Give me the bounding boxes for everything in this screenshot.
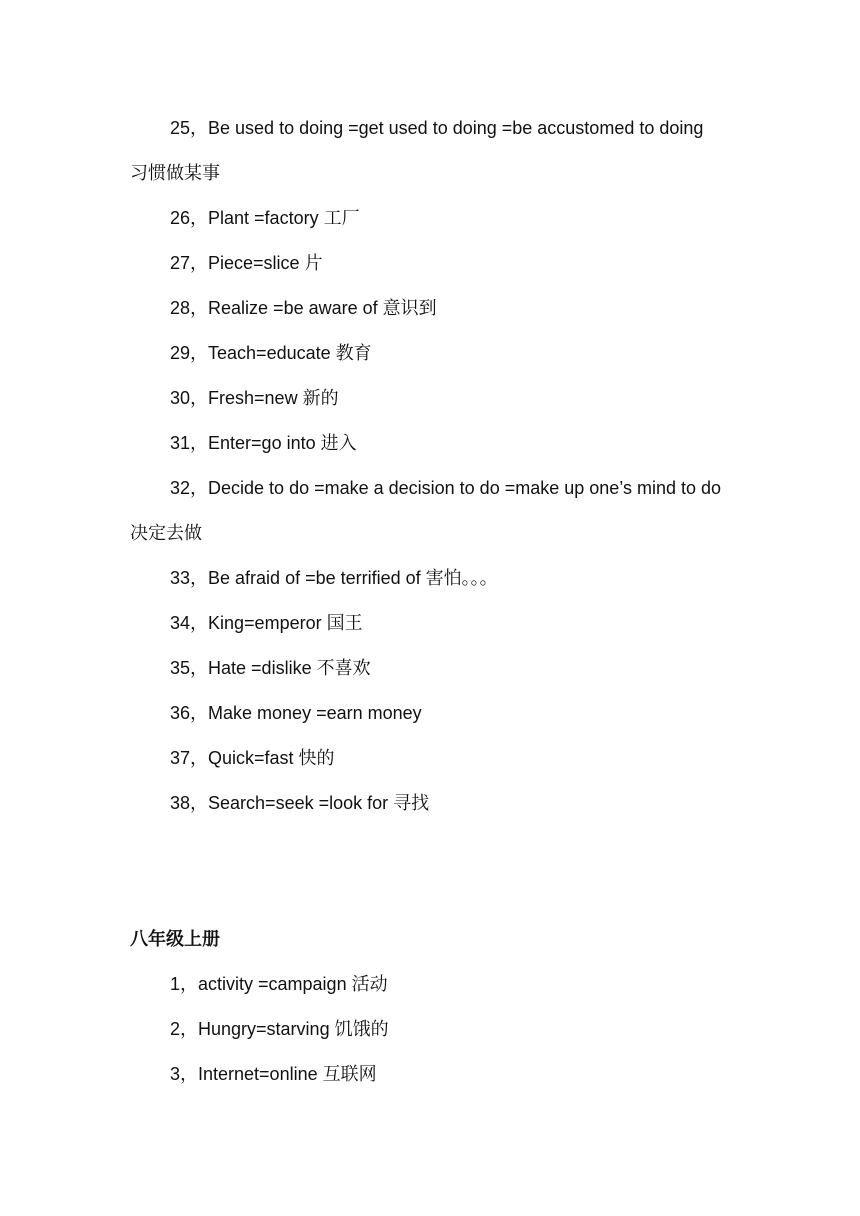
entry-36: 36，Make money =earn money (170, 703, 422, 723)
entry-27: 27，Piece=slice 片 (170, 253, 323, 273)
entry-2: 2，Hungry=starving 饥饿的 (170, 1019, 389, 1039)
entry-33: 33，Be afraid of =be terrified of 害怕。。。 (170, 568, 498, 588)
entry-35: 35，Hate =dislike 不喜欢 (170, 658, 371, 678)
entry-30: 30，Fresh=new 新的 (170, 388, 339, 408)
entry-29: 29，Teach=educate 教育 (170, 343, 372, 363)
entry-26: 26，Plant =factory 工厂 (170, 208, 360, 228)
entry-32: 32，Decide to do =make a decision to do =make up one’s mind to do (170, 478, 722, 498)
entry-25: 25，Be used to doing =get used to doing =be accustomed to doing (170, 118, 704, 138)
entry-34: 34，King=emperor 国王 (170, 613, 363, 633)
entry-1: 1，activity =campaign 活动 (170, 974, 388, 994)
section-heading: 八年级上册 (130, 929, 220, 949)
entry-32-continuation: 决定去做 (130, 523, 202, 543)
entry-25-continuation: 习惯做某事 (130, 163, 220, 183)
entry-31: 31，Enter=go into 进入 (170, 433, 357, 453)
entry-28: 28，Realize =be aware of 意识到 (170, 298, 437, 318)
entry-38: 38，Search=seek =look for 寻找 (170, 793, 430, 813)
entry-37: 37，Quick=fast 快的 (170, 748, 335, 768)
entry-3: 3，Internet=online 互联网 (170, 1064, 377, 1084)
